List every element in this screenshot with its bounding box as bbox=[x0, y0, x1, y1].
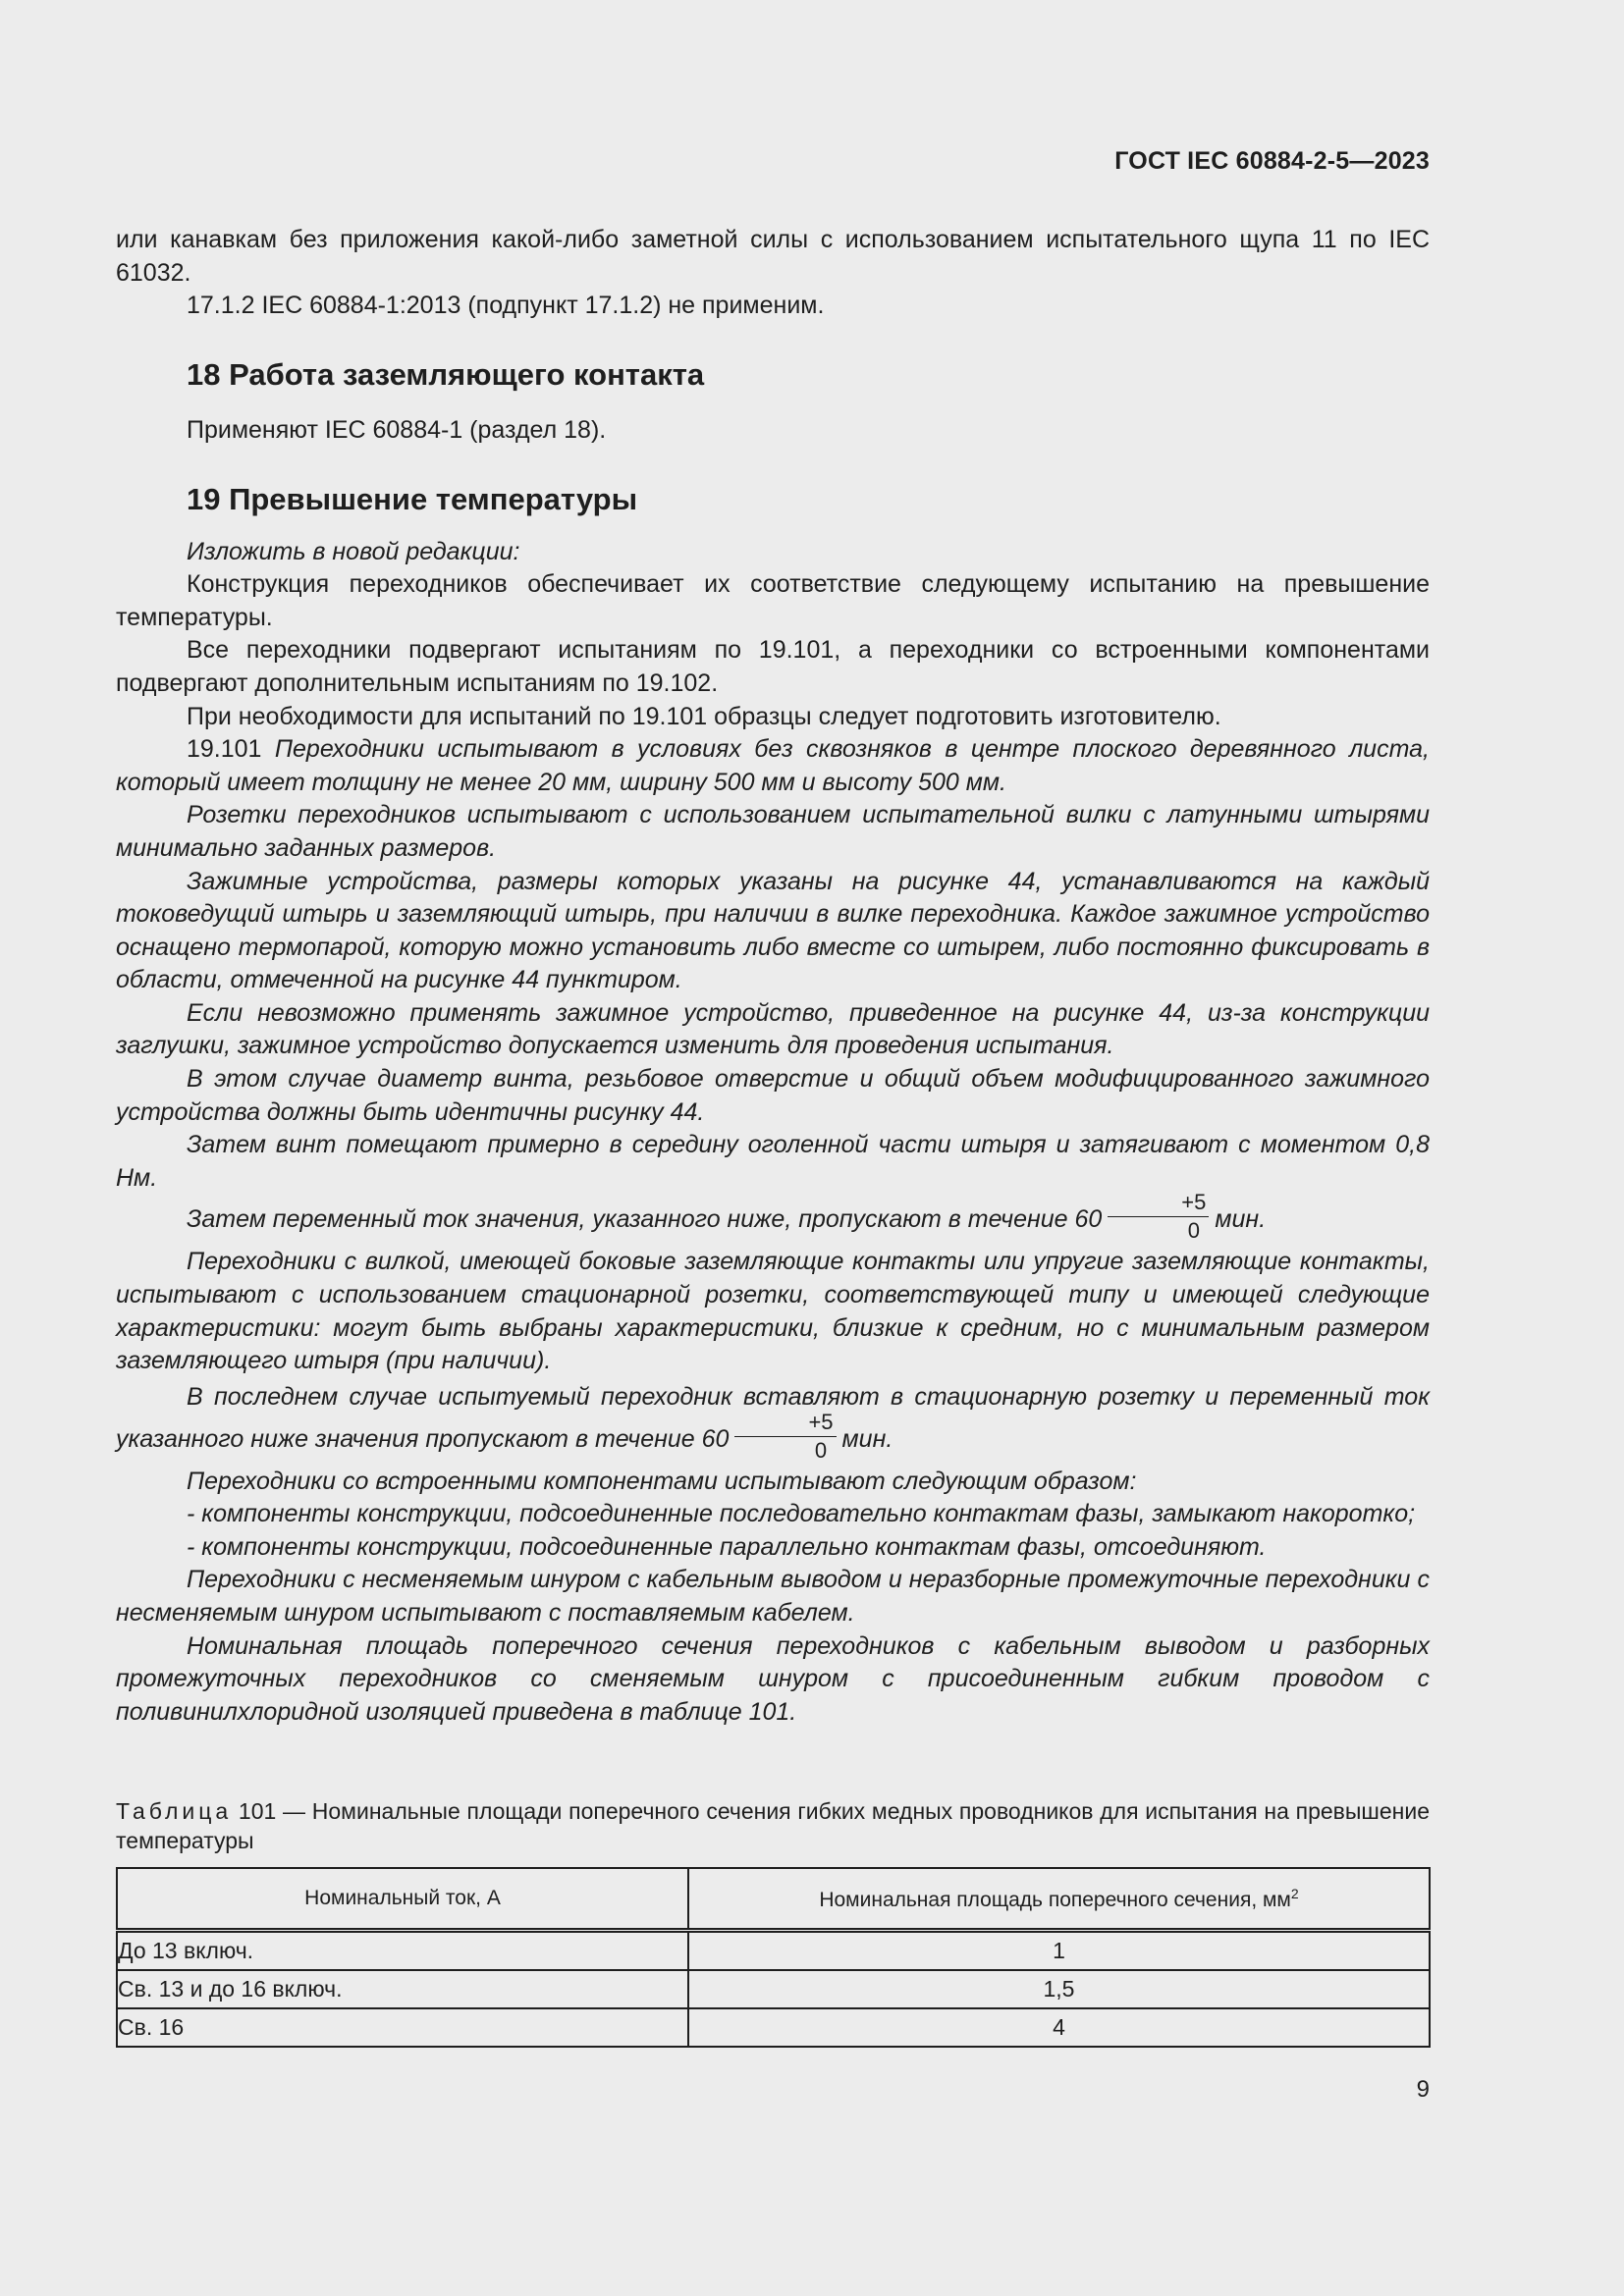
cell-current: Св. 16 bbox=[117, 2008, 688, 2047]
section-19-paragraph: Зажимные устройства, размеры которых указаны на рисунке 44, устанавливаются на каждый токоведущий штырь и заземляющий штырь, при наличии в вилке переходника. Каждое зажимное устройство оснащено термопарой, которую можно установить либо вместе со штырем, либо постоянно фиксировать в области, отмеченной на рисунке 44 пунктиром. bbox=[116, 867, 1430, 994]
tolerance-lower: 0 bbox=[1187, 1218, 1200, 1244]
cell-current: До 13 включ. bbox=[117, 1931, 688, 1971]
section-19-intro: Изложить в новой редакции: bbox=[187, 537, 520, 565]
table-caption bbox=[116, 1796, 1430, 1855]
clause-number: 19.101 bbox=[187, 735, 275, 764]
page-number: 9 bbox=[1416, 2076, 1430, 2103]
body-text bbox=[116, 224, 1430, 1729]
header-text: Номинальная площадь поперечного сечения, мм bbox=[819, 1888, 1291, 1911]
text-segment: мин. bbox=[841, 1424, 893, 1453]
clause-text: Переходники испытывают в условиях без сквозняков в центре плоского деревянного листа, который имеет толщину не менее 20 мм, ширину 500 мм и высоту 500 мм. bbox=[116, 735, 1430, 796]
section-19-paragraph: Все переходники подвергают испытаниям по 19.101, а переходники со встроенными компонентами подвергают дополнительным испытаниям по 19.102. bbox=[116, 636, 1430, 697]
text-segment: В последнем случае испытуемый переходник вставляют в стационарную розетку и переменный ток указанного ниже значения пропускают в течение 60 bbox=[116, 1382, 1430, 1453]
tolerance-upper: +5 bbox=[1108, 1192, 1209, 1217]
section-19-paragraph: Переходники со встроенными компонентами испытывают следующим образом: bbox=[187, 1467, 1137, 1495]
header-rated-current: Номинальный ток, А bbox=[117, 1868, 688, 1931]
cross-section-table bbox=[116, 1867, 1431, 2048]
table-row bbox=[117, 1970, 1430, 2008]
section-19-paragraph: Номинальная площадь поперечного сечения переходников с кабельным выводом и разборных промежуточных переходников со сменяемым шнуром с присоединенным гибким проводом с поливинилхлоридной изоляцией приведена в таблице 101. bbox=[116, 1631, 1430, 1726]
section-19-paragraph: Если невозможно применять зажимное устройство, приведенное на рисунке 44, из-за конструкции заглушки, зажимное устройство допускается изменить для проведения испытания. bbox=[116, 998, 1430, 1060]
section-19-paragraph: В этом случае диаметр винта, резьбовое отверстие и общий объем модифицированного зажимного устройства должны быть идентичны рисунку 44. bbox=[116, 1065, 1430, 1126]
tolerance-upper: +5 bbox=[734, 1412, 836, 1437]
text-segment: мин. bbox=[1215, 1205, 1267, 1234]
caption-label: Таблица bbox=[116, 1798, 233, 1824]
table-row bbox=[117, 1931, 1430, 1971]
list-item: - компоненты конструкции, подсоединенные параллельно контактам фазы, отсоединяют. bbox=[187, 1532, 1267, 1561]
header-superscript: 2 bbox=[1290, 1885, 1299, 1901]
cell-area: 4 bbox=[688, 2008, 1430, 2047]
cell-area: 1,5 bbox=[688, 1970, 1430, 2008]
table-row bbox=[117, 2008, 1430, 2047]
header-cross-section bbox=[688, 1868, 1430, 1931]
list-item: - компоненты конструкции, подсоединенные последовательно контактам фазы, замыкают накоротко; bbox=[187, 1500, 1416, 1528]
section-19-paragraph: Конструкция переходников обеспечивает их соответствие следующему испытанию на превышение температуры. bbox=[116, 570, 1430, 631]
table-header-row bbox=[117, 1868, 1430, 1931]
tolerance-fraction bbox=[734, 1409, 836, 1463]
tolerance-lower: 0 bbox=[814, 1437, 828, 1463]
current-duration-paragraph bbox=[116, 1190, 1430, 1246]
standard-designation: ГОСТ IEC 60884-2-5—2023 bbox=[1114, 147, 1430, 175]
section-19-paragraph: Переходники с несменяемым шнуром с кабельным выводом и неразборные промежуточные переходники с несменяемым шнуром испытывают с поставляемым кабелем. bbox=[116, 1566, 1430, 1628]
cell-current: Св. 13 и до 16 включ. bbox=[117, 1970, 688, 2008]
section-19-paragraph: Затем винт помещают примерно в середину оголенной части штыря и затягивают с моментом 0,8 Нм. bbox=[116, 1131, 1430, 1192]
section-18-text: Применяют IEC 60884-1 (раздел 18). bbox=[187, 416, 607, 445]
paragraph-continuation: или канавкам без приложения какой-либо заметной силы с использованием испытательного щупа 11 по IEC 61032. bbox=[116, 226, 1430, 287]
clause-19-101 bbox=[116, 733, 1430, 799]
section-18-heading: 18 Работа заземляющего контакта bbox=[187, 356, 705, 392]
section-19-paragraph: При необходимости для испытаний по 19.101 образцы следует подготовить изготовителю. bbox=[187, 702, 1221, 730]
section-19-heading: 19 Превышение температуры bbox=[187, 481, 638, 516]
section-19-paragraph: Розетки переходников испытывают с использованием испытательной вилки с латунными штырями минимально заданных размеров. bbox=[116, 801, 1430, 862]
tolerance-fraction bbox=[1108, 1192, 1209, 1242]
current-duration-paragraph-2 bbox=[116, 1378, 1430, 1466]
text-segment: Затем переменный ток значения, указанного ниже, пропускают в течение 60 bbox=[187, 1205, 1103, 1234]
cell-area: 1 bbox=[688, 1931, 1430, 1971]
caption-text: 101 — Номинальные площади поперечного сечения гибких медных проводников для испытания на превышение температуры bbox=[116, 1798, 1430, 1853]
paragraph-17-1-2: 17.1.2 IEC 60884-1:2013 (подпункт 17.1.2) не применим. bbox=[187, 292, 825, 320]
section-19-paragraph: Переходники с вилкой, имеющей боковые заземляющие контакты или упругие заземляющие контакты, испытывают с использованием стационарной розетки, соответствующей типу и имеющей следующие характеристики: могут быть выбраны характеристики, близкие к средним, но с минимальным размером заземляющего штыря (при наличии). bbox=[116, 1248, 1430, 1375]
